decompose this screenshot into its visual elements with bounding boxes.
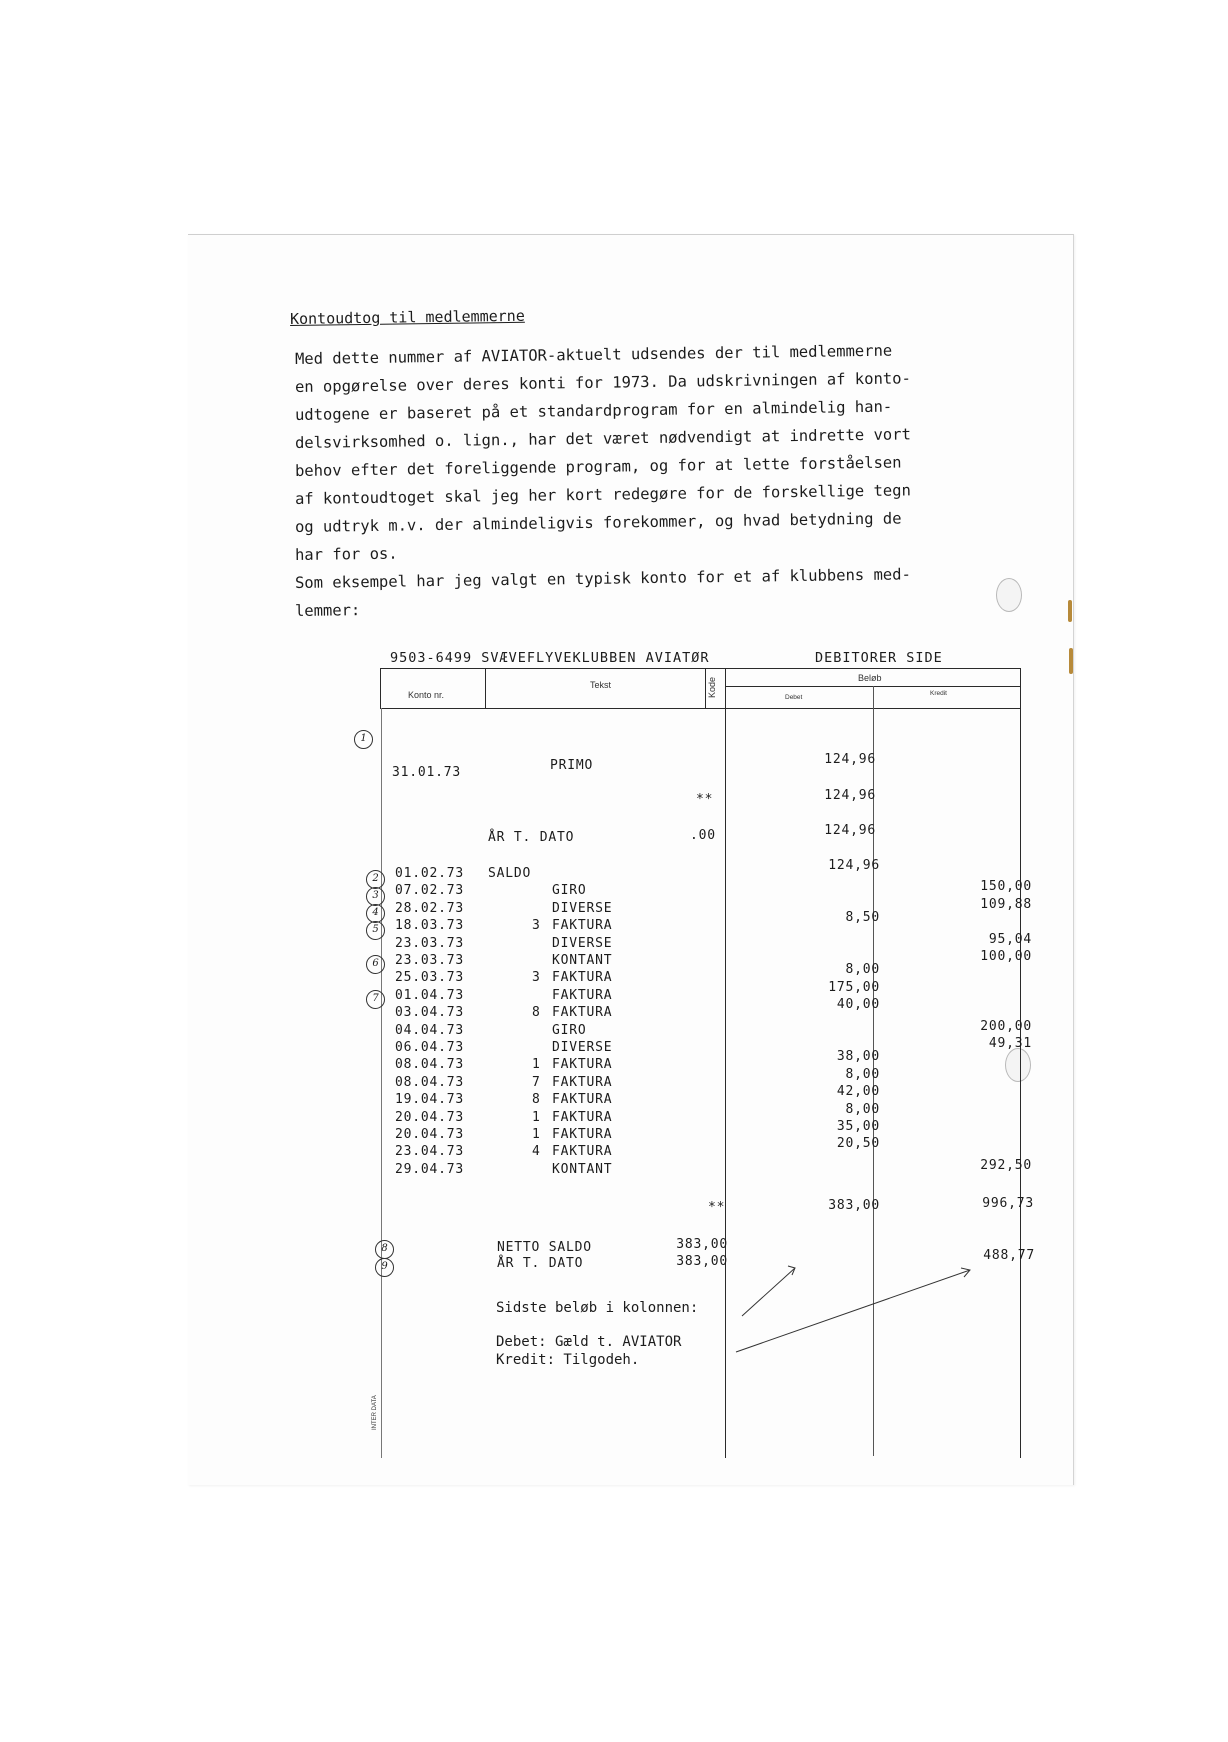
annotation-circle-5: 5 — [366, 921, 385, 940]
annotation-circle-1: 1 — [354, 730, 373, 749]
tx-kredit: 49,31 — [988, 1036, 1032, 1051]
tx-date: 25.03.73 — [395, 970, 465, 986]
tx-debet: 42,00 — [836, 1084, 880, 1100]
tx-date: 07.02.73 — [395, 883, 465, 899]
tx-debet: 38,00 — [836, 1049, 880, 1065]
annotation-circle-6: 6 — [366, 955, 385, 974]
tx-text: GIRO — [552, 1022, 587, 1038]
tx-kode: 8 — [532, 1092, 541, 1108]
tx-text: DIVERSE — [552, 900, 613, 916]
tx-debet: 20,50 — [836, 1136, 880, 1152]
col-debet: Debet — [785, 694, 803, 701]
tx-kode: 1 — [532, 1057, 541, 1073]
tx-text: KONTANT — [552, 1161, 613, 1177]
subtotal-debet: 124,96 — [824, 788, 876, 803]
tx-kredit: 95,04 — [988, 931, 1032, 947]
tx-text: DIVERSE — [552, 935, 613, 951]
intro-line: af kontoudtoget skal jeg her kort redegøre for de forskellige tegn — [294, 481, 911, 508]
tx-text: FAKTURA — [552, 1144, 613, 1160]
annotation-circle-7: 7 — [366, 990, 385, 1009]
intro-line: Som eksempel har jeg valgt en typisk konto for et af klubbens med- — [294, 565, 911, 592]
tx-debet: 40,00 — [836, 997, 880, 1013]
tx-date: 06.04.73 — [395, 1040, 465, 1055]
intro-line: har for os. — [294, 544, 398, 564]
intro-line: behov efter det foreliggende program, og for at lette forståelsen — [294, 453, 902, 480]
tx-kredit: 109,88 — [980, 896, 1032, 912]
tx-text: FAKTURA — [552, 1109, 613, 1125]
note-line-3: Kredit: Tilgodeh. — [496, 1352, 640, 1368]
tx-date: 03.04.73 — [395, 1005, 465, 1021]
tx-text: FAKTURA — [552, 1127, 613, 1142]
tx-date: 08.04.73 — [395, 1057, 465, 1073]
tx-kode: 4 — [532, 1144, 541, 1160]
account-line: 9503-6499 SVÆVEFLYVEKLUBBEN AVIATØR — [390, 650, 710, 666]
subtotal-marker: ** — [696, 792, 714, 807]
col-konto: Konto nr. — [408, 690, 445, 700]
tx-debet: 175,00 — [828, 979, 880, 995]
tx-text: FAKTURA — [552, 918, 613, 934]
tx-kredit: 292,50 — [980, 1157, 1032, 1173]
tx-text: FAKTURA — [552, 1057, 613, 1073]
tx-kode: 8 — [532, 1005, 541, 1021]
tx-text: DIVERSE — [552, 1040, 613, 1055]
tx-text: FAKTURA — [552, 970, 613, 986]
tx-text: SALDO — [488, 866, 532, 881]
arrow-to-kredit — [736, 1270, 970, 1352]
primo-date: 31.01.73 — [392, 765, 462, 780]
tx-date: 04.04.73 — [395, 1022, 465, 1038]
intro-line: udtogene er baseret på et standardprogram for en almindelig han- — [294, 397, 893, 424]
tx-debet: 8,00 — [845, 1101, 880, 1117]
intro-line: delsvirksomhed o. lign., har det været nødvendigt at indrette vort — [294, 425, 911, 452]
aar-total-label: ÅR T. DATO — [497, 1256, 584, 1271]
tx-date: 23.04.73 — [395, 1144, 465, 1160]
result-value: 488,77 — [983, 1248, 1035, 1263]
tx-date: 01.02.73 — [395, 866, 465, 881]
col-tekst: Tekst — [590, 680, 612, 690]
tx-date: 23.03.73 — [395, 953, 465, 968]
tx-text: GIRO — [552, 883, 587, 899]
col-kredit: Kredit — [930, 690, 947, 697]
tx-date: 20.04.73 — [395, 1127, 465, 1142]
intro-line: Med dette nummer af AVIATOR-aktuelt udsendes der til medlemmerne — [294, 341, 893, 368]
intro-line: og udtryk m.v. der almindeligvis forekommer, og hvad betydning de — [294, 509, 902, 536]
tx-kredit: 200,00 — [980, 1018, 1032, 1034]
tx-kode: 3 — [532, 970, 541, 986]
tx-date: 18.03.73 — [395, 918, 465, 934]
netto-value: 383,00 — [676, 1237, 728, 1252]
tx-date: 23.03.73 — [395, 935, 465, 951]
col-kode: Kode — [707, 676, 717, 698]
primo-debet: 124,96 — [824, 752, 876, 767]
annotation-circle-8: 8 — [375, 1240, 394, 1259]
tx-kode: 3 — [532, 918, 541, 934]
tx-text: FAKTURA — [552, 987, 613, 1003]
annotation-circle-3: 3 — [366, 887, 385, 906]
aar-label: ÅR T. DATO — [488, 830, 575, 845]
total-kredit: 996,73 — [982, 1196, 1034, 1211]
annotation-circle-2: 2 — [366, 870, 385, 889]
intro-line: lemmer: — [294, 601, 361, 620]
total-debet: 383,00 — [828, 1198, 880, 1213]
intro-line: en opgørelse over deres konti for 1973. Da udskrivningen af konto- — [294, 369, 911, 396]
tx-debet: 8,00 — [845, 962, 880, 978]
ledger-section: DEBITORER SIDE — [815, 650, 943, 666]
tx-date: 08.04.73 — [395, 1074, 465, 1090]
arrow-to-debet — [742, 1268, 795, 1316]
aar-kode: .00 — [690, 828, 716, 843]
tx-kode: 7 — [532, 1074, 541, 1090]
total-marker: ** — [708, 1200, 726, 1215]
annotation-circle-9: 9 — [375, 1258, 394, 1277]
intro-title: Kontoudtog til medlemmerne — [289, 306, 525, 328]
col-belob: Beløb — [858, 673, 882, 683]
tx-text: FAKTURA — [552, 1005, 613, 1021]
tx-date: 20.04.73 — [395, 1109, 465, 1125]
tx-debet: 8,50 — [845, 910, 880, 926]
form-logo: INTER DATA — [372, 1395, 378, 1430]
tx-date: 29.04.73 — [395, 1161, 465, 1177]
aar-debet: 124,96 — [824, 823, 876, 838]
tx-kode: 1 — [532, 1109, 541, 1125]
tx-date: 28.02.73 — [395, 900, 465, 916]
tx-text: FAKTURA — [552, 1092, 613, 1108]
tx-text: KONTANT — [552, 953, 613, 968]
tx-debet: 35,00 — [836, 1119, 880, 1134]
tx-text: FAKTURA — [552, 1074, 613, 1090]
annotation-circle-4: 4 — [366, 904, 385, 923]
tx-debet: 8,00 — [845, 1066, 880, 1082]
tx-date: 19.04.73 — [395, 1092, 465, 1108]
note-line-1: Sidste beløb i kolonnen: — [496, 1300, 699, 1316]
netto-label: NETTO SALDO — [497, 1240, 592, 1255]
aar-total-value: 383,00 — [676, 1254, 728, 1269]
tx-kredit: 150,00 — [980, 879, 1032, 895]
primo-text: PRIMO — [550, 758, 594, 773]
note-line-2: Debet: Gæld t. AVIATOR — [496, 1334, 682, 1350]
tx-date: 01.04.73 — [395, 987, 465, 1003]
tx-kode: 1 — [532, 1127, 541, 1142]
tx-kredit: 100,00 — [980, 949, 1032, 964]
tx-debet: 124,96 — [828, 858, 880, 873]
